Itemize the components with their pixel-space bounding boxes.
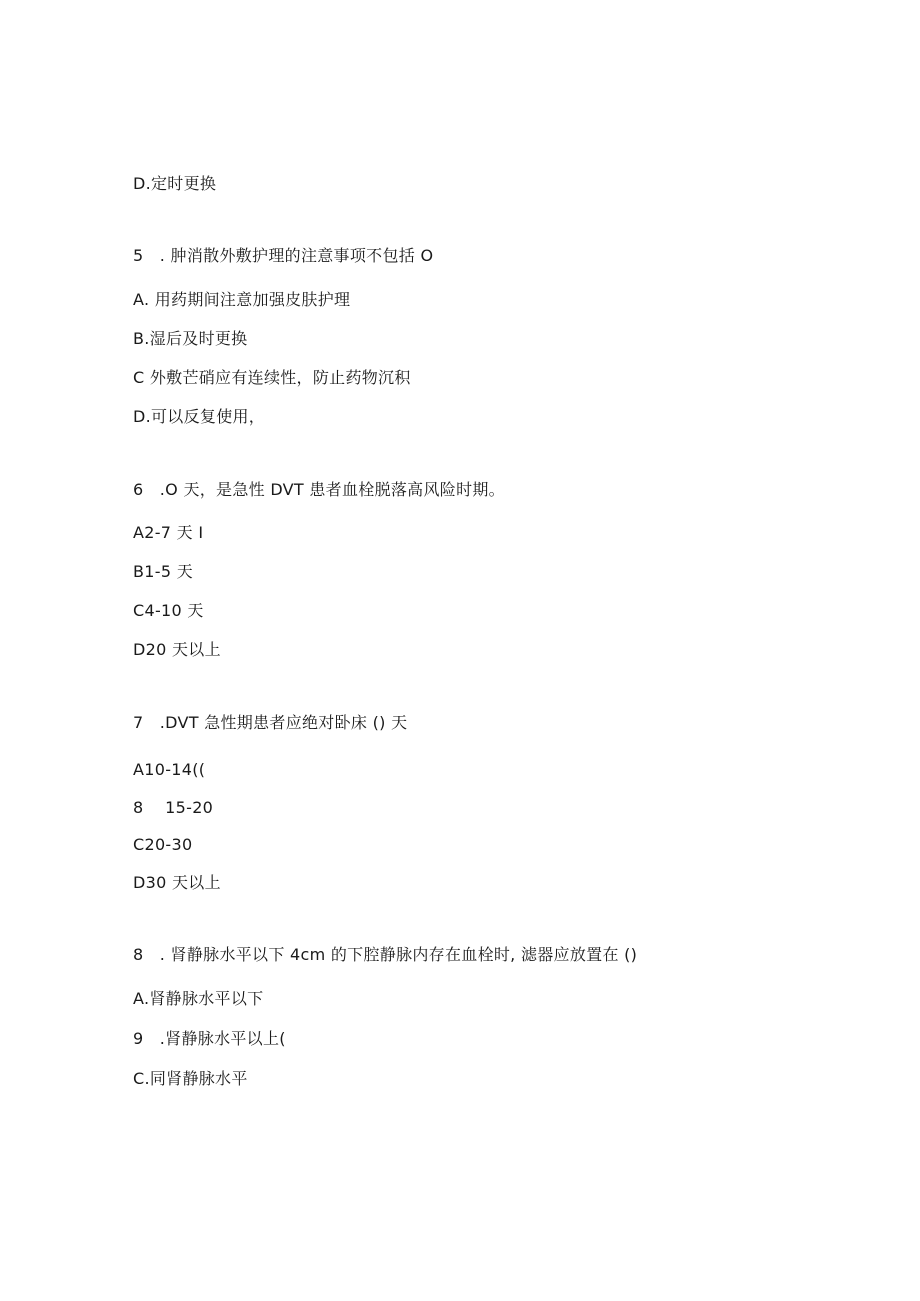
option-d-q7: D30 天以上: [133, 873, 221, 892]
question-7: 7 .DVT 急性期患者应绝对卧床 () 天: [133, 713, 408, 732]
option-b-q6: B1-5 天: [133, 562, 193, 581]
option-c-q6: C4-10 天: [133, 601, 204, 620]
option-d-q6: D20 天以上: [133, 640, 221, 659]
option-c-q8: C.同肾静脉水平: [133, 1069, 248, 1088]
option-c-q7: C20-30: [133, 835, 193, 854]
option-a-q8: A.肾静脉水平以下: [133, 989, 264, 1008]
option-b-q5: B.湿后及时更换: [133, 329, 248, 348]
option-b-q7: 8 15-20: [133, 798, 214, 817]
question-8: 8 . 肾静脉水平以下 4cm 的下腔静脉内存在血栓时, 滤器应放置在 (): [133, 945, 638, 964]
option-c-q5: C 外敷芒硝应有连续性，防止药物沉积: [133, 368, 411, 387]
question-5: 5 . 肿消散外敷护理的注意事项不包括 O: [133, 246, 434, 265]
option-b-q8: 9 .肾静脉水平以上(: [133, 1029, 286, 1048]
question-6: 6 .O 天，是急性 DVT 患者血栓脱落高风险时期。: [133, 480, 505, 499]
option-a-q5: A. 用药期间注意加强皮肤护理: [133, 290, 351, 309]
option-d-q4: D.定时更换: [133, 174, 217, 193]
option-a-q6: A2-7 天 I: [133, 523, 204, 542]
option-d-q5: D.可以反复使用，: [133, 407, 266, 426]
option-a-q7: A10-14((: [133, 760, 206, 779]
